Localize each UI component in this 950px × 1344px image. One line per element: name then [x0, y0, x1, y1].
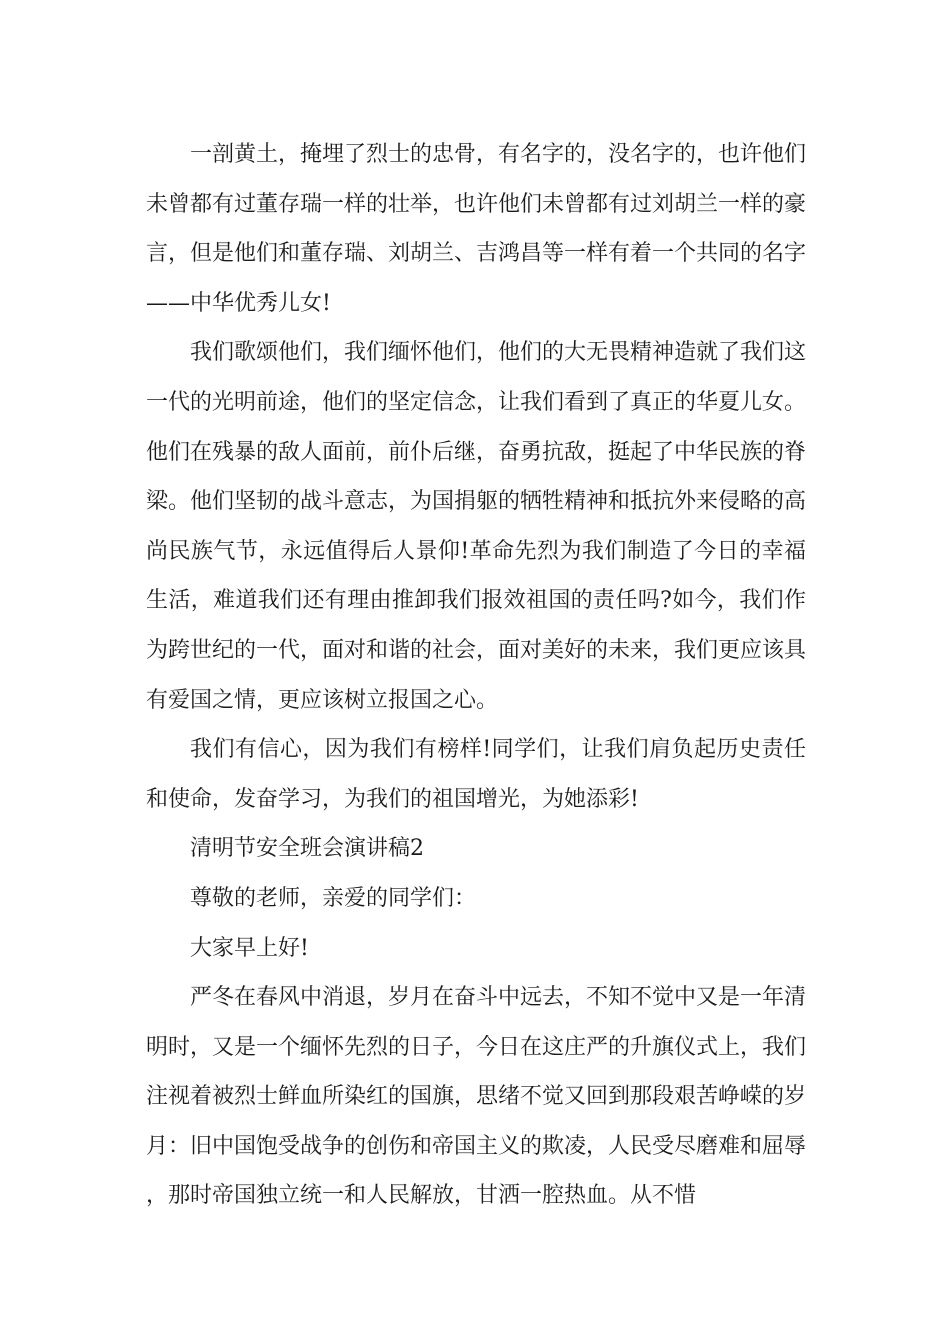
greeting: 大家早上好! — [190, 935, 309, 961]
section-title: 清明节安全班会演讲稿2 — [190, 836, 424, 862]
document-body — [146, 130, 806, 1221]
paragraph-confidence: 我们有信心，因为我们有榜样!同学们，让我们肩负起历史责任和使命，发奋学习，为我们的祖国增光，为她添彩! — [146, 737, 806, 812]
paragraph-qingming: 严冬在春风中消退，岁月在奋斗中远去，不知不觉中又是一年清明时，又是一个缅怀先烈的日子，今日在这庄严的升旗仪式上，我们注视着被烈士鲜血所染红的国旗，思绪不觉又回到那段艰苦峥嵘的岁月：旧中国饱受战争的创伤和帝国主义的欺凌，人民受尽磨难和屈辱，那时帝国独立统一和人民解放，甘洒一腔热血。从不惜 — [146, 985, 807, 1209]
salutation: 尊敬的老师，亲爱的同学们： — [190, 885, 477, 911]
paragraph-martyrs-names: 一剖黄土，掩埋了烈士的忠骨，有名字的，没名字的，也许他们未曾都有过董存瑞一样的壮举，也许他们未曾都有过刘胡兰一样的豪言，但是他们和董存瑞、刘胡兰、吉鸿昌等一样有着一个共同的名字——中华优秀儿女! — [146, 142, 807, 316]
paragraph-praise-martyrs: 我们歌颂他们，我们缅怀他们，他们的大无畏精神造就了我们这一代的光明前途，他们的坚定信念，让我们看到了真正的华夏儿女。他们在残暴的敌人面前，前仆后继，奋勇抗敌，挺起了中华民族的脊梁。他们坚韧的战斗意志，为国捐躯的牺牲精神和抵抗外来侵略的高尚民族气节，永远值得后人景仰!革命先烈为我们制造了今日的幸福生活，难道我们还有理由推卸我们报效祖国的责任吗?如今，我们作为跨世纪的一代，面对和谐的社会，面对美好的未来，我们更应该具有爱国之情，更应该树立报国之心。 — [146, 340, 807, 713]
